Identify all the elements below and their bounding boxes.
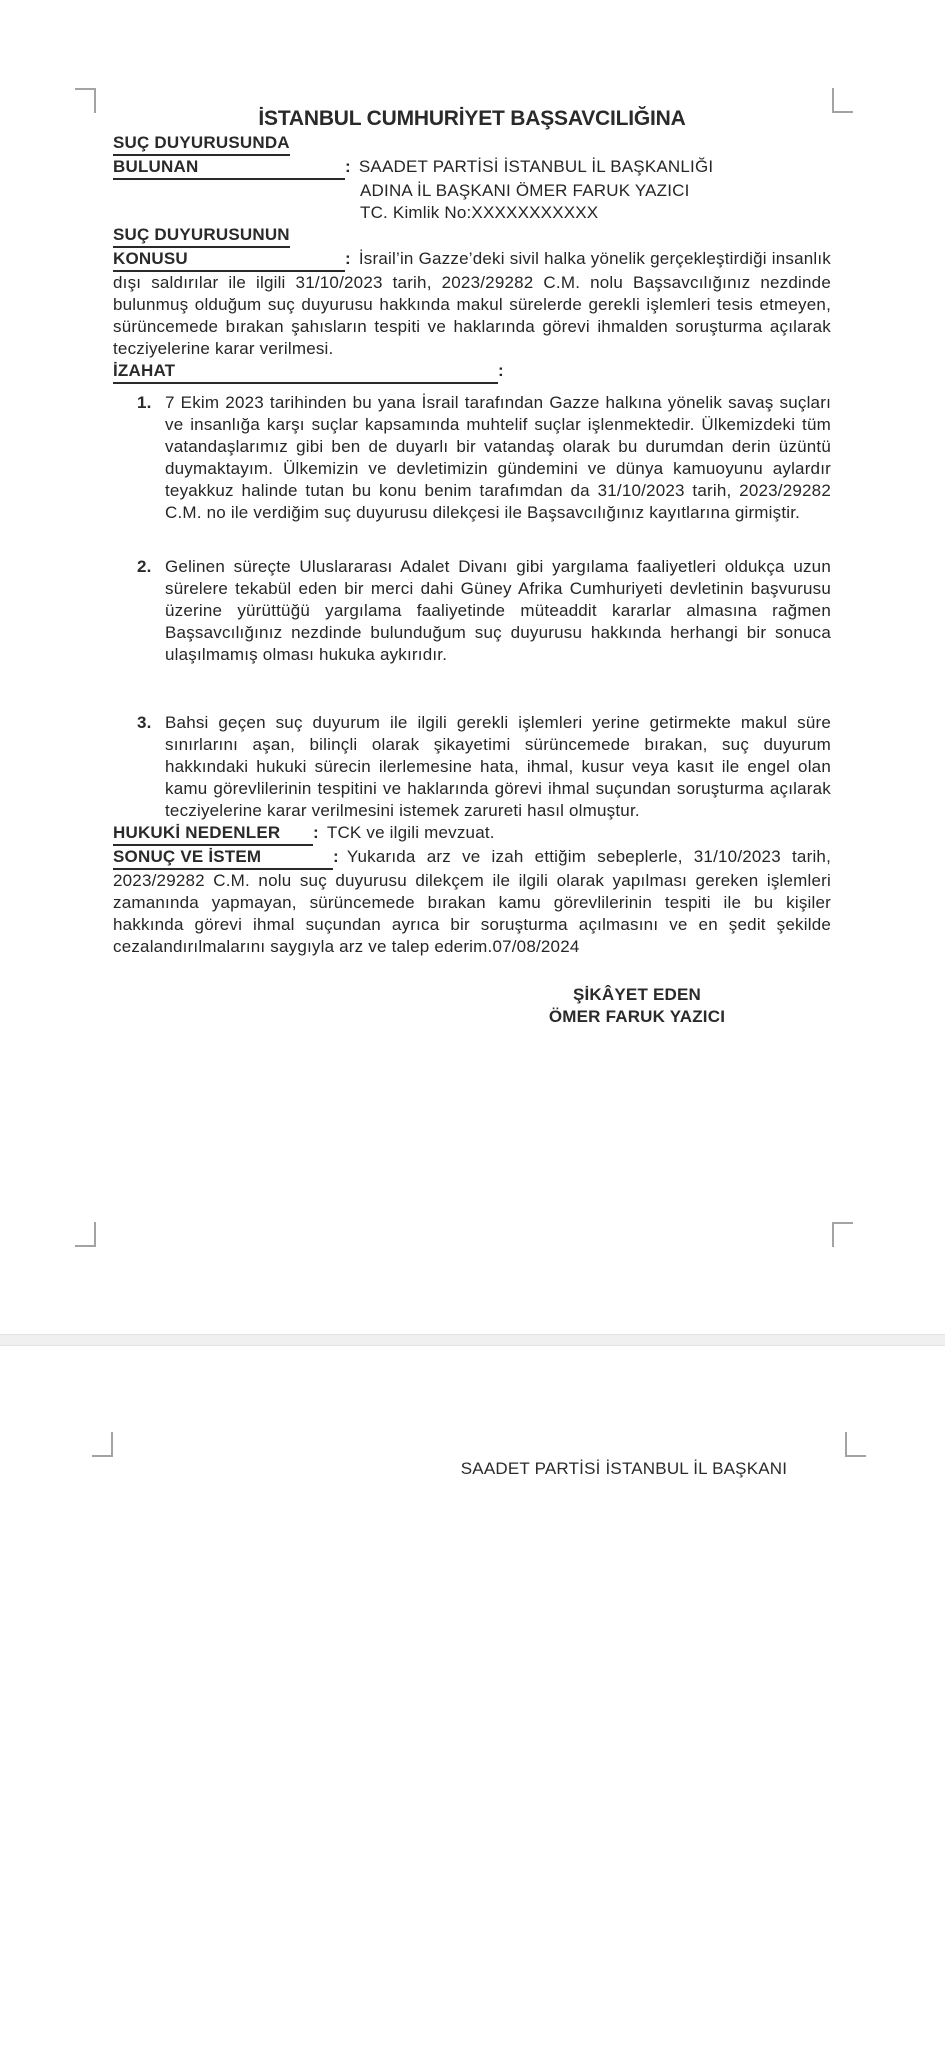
margin-corner-mark-icon	[75, 1222, 96, 1247]
document-title: İSTANBUL CUMHURİYET BAŞSAVCILIĞINA	[258, 107, 686, 130]
izahat-heading	[113, 360, 831, 384]
subject-label-line1: SUÇ DUYURUSUNUN	[113, 224, 290, 248]
izahat-item-2: Gelinen süreçte Uluslararası Adalet Divanı gibi yargılama faaliyetleri oldukça uzun sürelere tekabül eden bir merci dahi Güney Afrika Cumhuriyeti devletinin başvurusu üzerine yürüttüğü yargılama faaliyetinde müteaddit kararlar almasına rağmen Başsavcılığınız nezdinde bulunduğum suç duyurusu hakkında herhangi bir sonuca ulaşılmamış olması hukuka aykırıdır.	[165, 557, 831, 664]
legal-grounds-text: TCK ve ilgili mevzuat.	[326, 823, 495, 842]
page-2-title-line: SAADET PARTİSİ İSTANBUL İL BAŞKANI	[460, 1459, 788, 1478]
complainant-label-line1: SUÇ DUYURUSUNDA	[113, 132, 290, 156]
page-separator	[0, 1334, 945, 1346]
margin-corner-mark-icon	[832, 1222, 853, 1247]
complainant-block	[113, 132, 831, 224]
margin-corner-mark-icon	[75, 88, 96, 113]
subject-block	[113, 224, 831, 360]
izahat-item-1: 7 Ekim 2023 tarihinden bu yana İsrail tarafından Gazze halkına yönelik savaş suçları ve insanlığa karşı suçlar kapsamında muhtelif suçlar işlenmektedir. Ülkemizdeki tüm vatandaşlarımız gibi ben de duyarlı bir vatandaş olarak bu durumdan derin üzüntü duymaktayım. Ülkemizin ve devletimizin gündemini ve dünya kamuoyunu aylardır teyakkuz halinde tutan bu konu benim tarafımdan da 31/10/2023 tarih, 2023/29282 C.M. no ile verdiğim suç duyurusu dilekçesi ile Başsavcılığınız kayıtlarına girmiştir.	[165, 393, 831, 522]
legal-grounds-label: HUKUKİ NEDENLER	[113, 822, 313, 846]
conclusion-label: SONUÇ VE İSTEM	[113, 846, 333, 870]
label-colon: :	[313, 823, 319, 842]
label-colon: :	[345, 249, 351, 268]
margin-corner-mark-icon	[845, 1432, 866, 1457]
izahat-list	[113, 392, 831, 822]
conclusion-text: Yukarıda arz ve izah ettiğim sebeplerle, 31/10/2023 tarih, 2023/29282 C.M. nolu suç duyurusu dilekçem ile ilgili olarak yapılması gereken işlemleri zamanında yapmayan, sürüncemede bırakan kamu görevlilerinin tespiti ile bu kişiler hakkında görevi ihmal suçundan ayrıca bir soruşturma açılmasını ve en şedit şekilde cezalandırılmalarını saygıyla arz ve talep ederim.07/08/2024	[113, 847, 831, 956]
signature-block	[487, 984, 787, 1028]
conclusion-block	[113, 846, 831, 958]
complainant-label-line2: BULUNAN	[113, 156, 345, 180]
subject-text: İsrail’in Gazze’deki sivil halka yönelik gerçekleştirdiği insanlık dışı saldırılar ile ilgili 31/10/2023 tarih, 2023/29282 C.M. nolu Başsavcılığınız nezdinde bulunmuş olduğum suç duyurusu hakkında makul sürelerde gerekli işlemleri tesis etmeyen, sürüncemede bırakan şahısların tespiti ve haklarında görevi ihmalden soruşturma açılarak tecziyelerine karar verilmesi.	[113, 249, 831, 358]
signature-name: ÖMER FARUK YAZICI	[548, 1007, 726, 1026]
margin-corner-mark-icon	[92, 1432, 113, 1457]
complainant-value-line2: ADINA İL BAŞKANI ÖMER FARUK YAZICI	[360, 181, 690, 200]
signature-role: ŞİKÂYET EDEN	[572, 985, 702, 1004]
label-colon: :	[498, 361, 504, 380]
izahat-label: İZAHAT	[113, 360, 498, 384]
label-colon: :	[345, 157, 351, 176]
legal-grounds-block	[113, 822, 831, 846]
page-1-content	[0, 106, 945, 1028]
subject-label-line2: KONUSU	[113, 248, 345, 272]
complainant-value-line3: TC. Kimlik No:XXXXXXXXXXX	[360, 203, 599, 222]
complainant-value-line1: SAADET PARTİSİ İSTANBUL İL BAŞKANLIĞI	[358, 157, 714, 176]
document-page-2	[0, 1346, 945, 2048]
izahat-item-3: Bahsi geçen suç duyurum ile ilgili gerekli işlemleri yerine getirmekte makul süre sınırlarını aşan, bilinçli olarak şikayetimi sürüncemede bırakan, suç duyurum hakkındaki hukuki sürecin ilerlemesine hata, ihmal, kusur veya kasıt ile engel olan kamu görevlilerinin tespitini ve haklarında görevi ihmal suçundan soruşturma açılarak tecziyelerine karar verilmesini istemek zarureti hasıl olmuştur.	[165, 713, 831, 820]
margin-corner-mark-icon	[832, 88, 853, 113]
label-colon: :	[333, 847, 339, 866]
